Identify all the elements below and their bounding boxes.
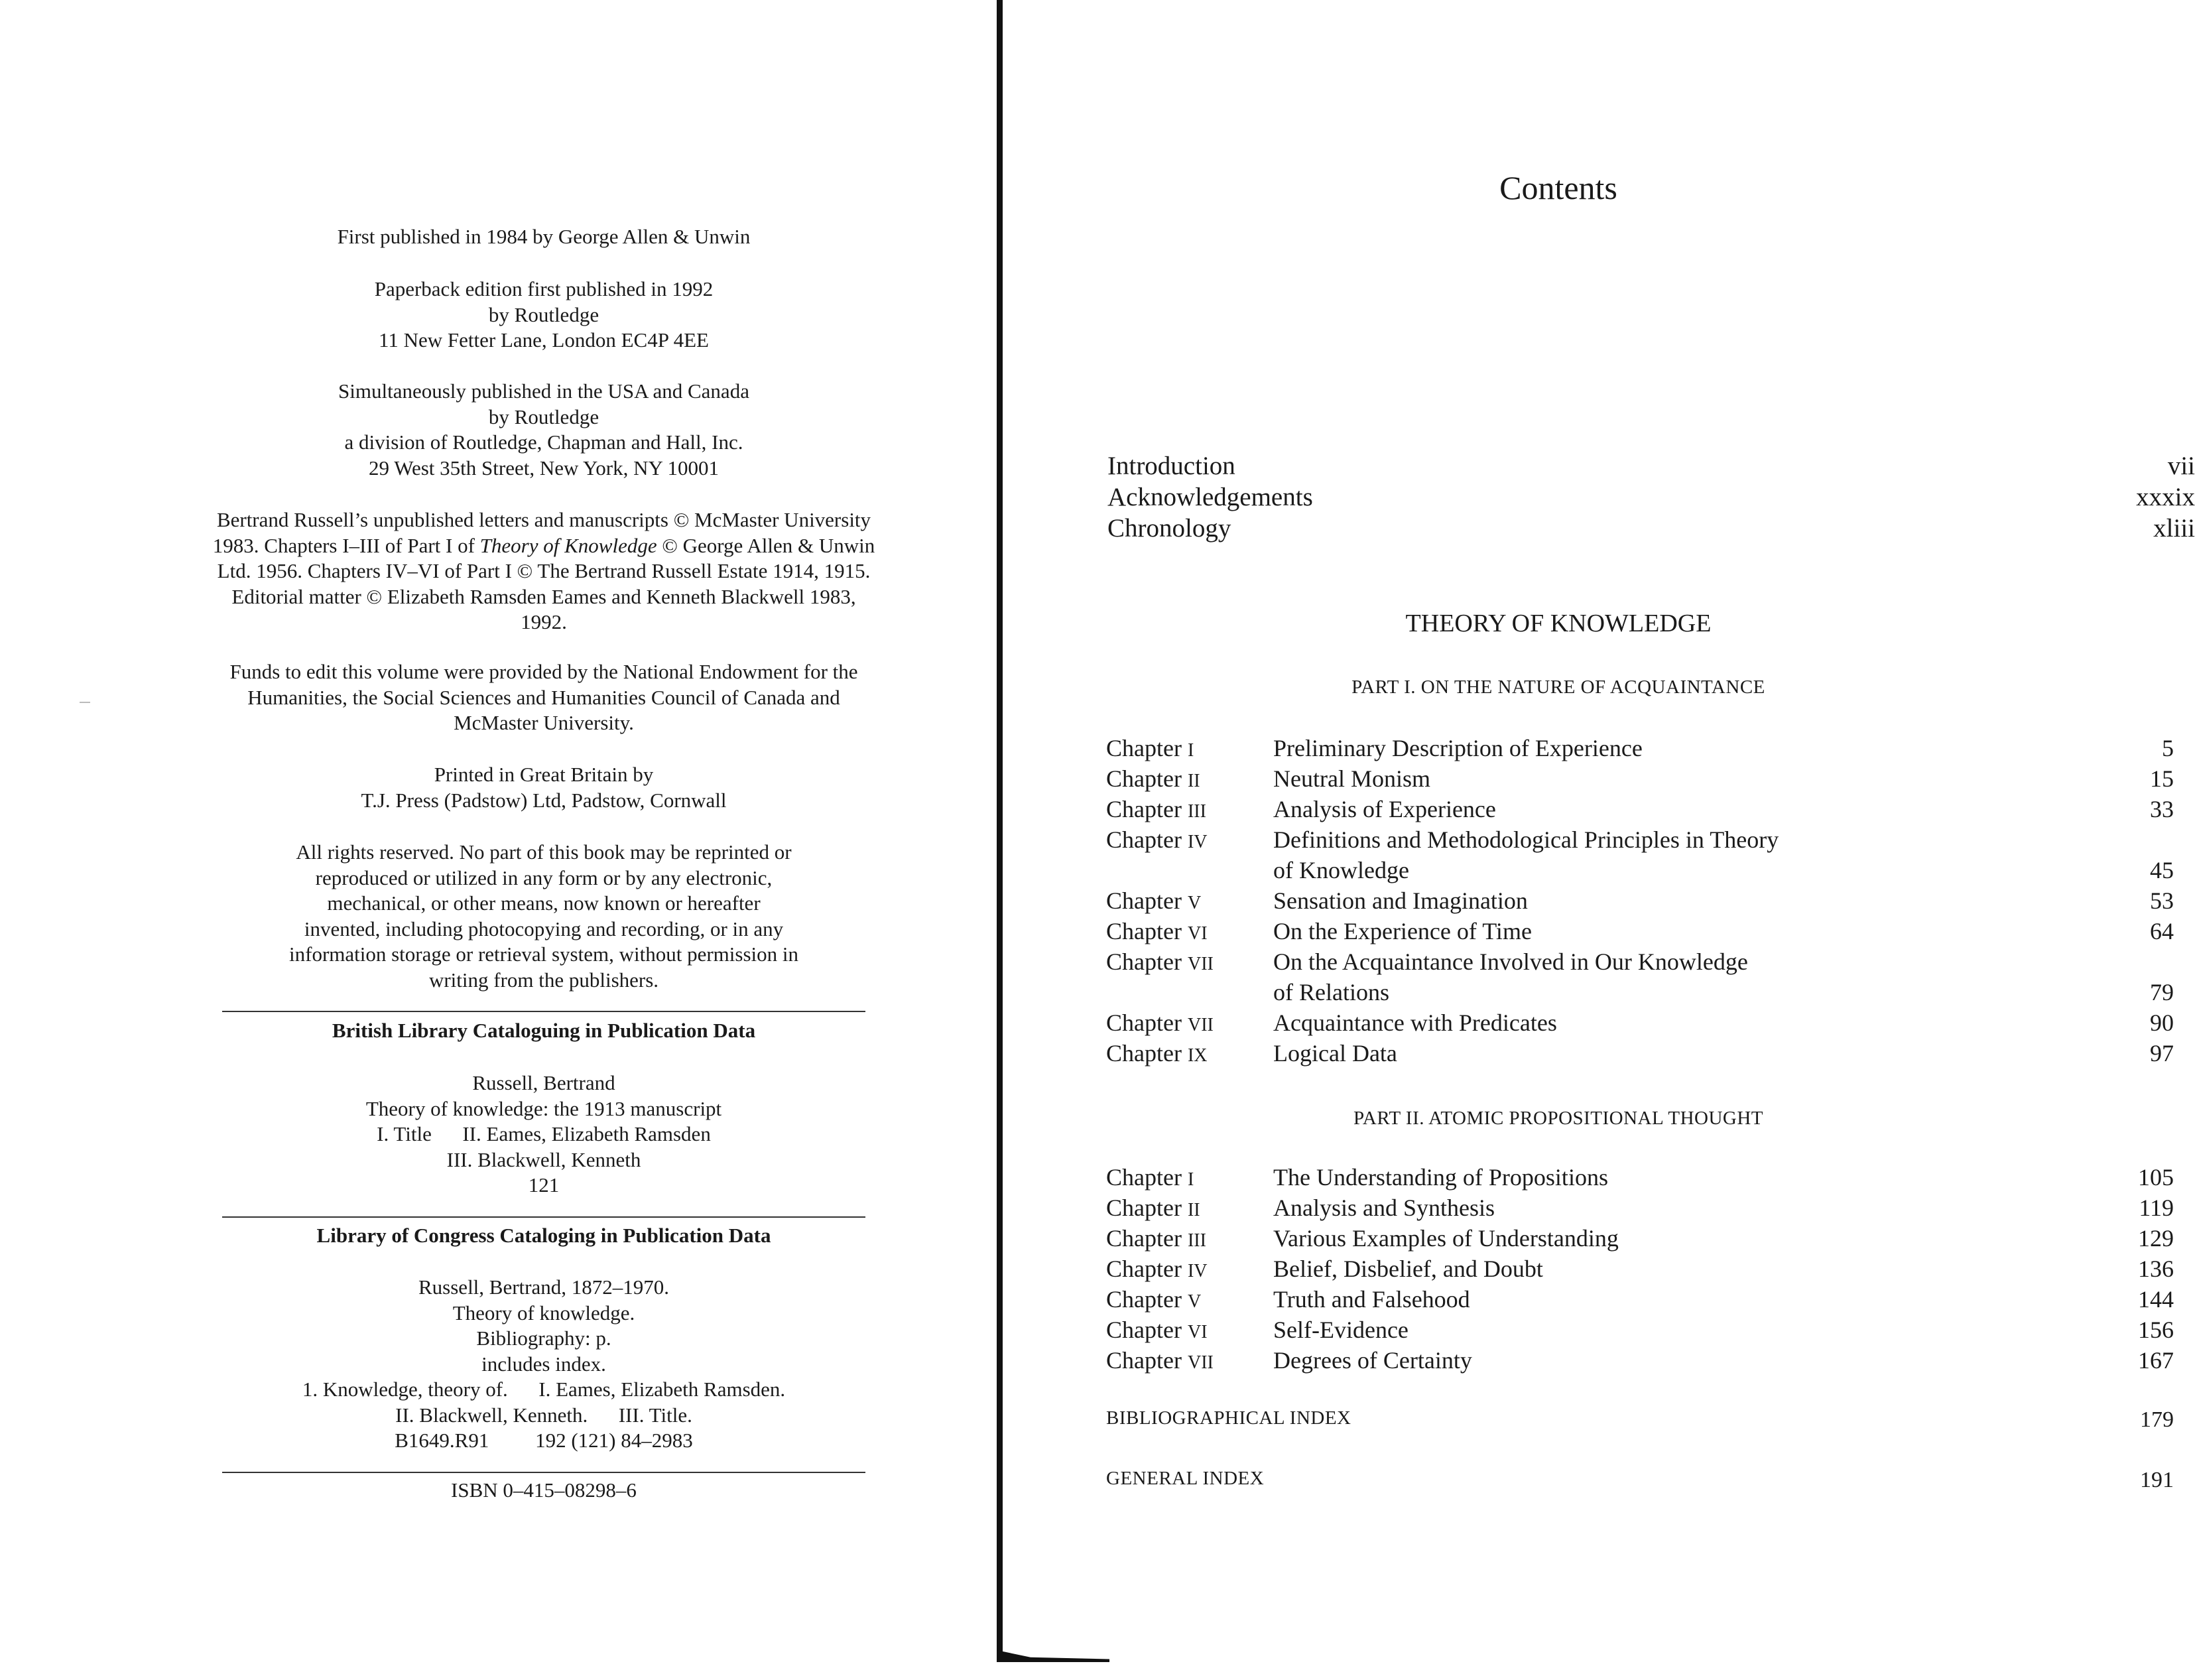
funding-line: Humanities, the Social Sciences and Humanities Council of Canada and	[247, 685, 840, 709]
chapter-number: V	[1187, 1291, 1202, 1312]
copyright-notice	[166, 507, 922, 635]
index-page: 179	[2140, 1407, 2174, 1432]
catalog-line: III. Blackwell, Kenneth	[446, 1147, 641, 1171]
chapter-title: Acquaintance with Predicates	[1273, 1009, 1557, 1036]
copyright-line: Ltd. 1956. Chapters IV–VI of Part I © The Bertrand Russell Estate 1914, 1915.	[217, 559, 871, 582]
catalog-line: Russell, Bertrand	[472, 1071, 615, 1094]
chapter-label	[1106, 794, 1206, 827]
chapter-page: 79	[2150, 979, 2174, 1005]
chapter-number: V	[1187, 893, 1202, 913]
first-published-line: First published in 1984 by George Allen & Unwin	[337, 225, 751, 248]
chapter-title: Truth and Falsehood	[1273, 1286, 1470, 1313]
catalog-line: II. Blackwell, Kenneth. III. Title.	[395, 1403, 692, 1427]
chapter-page: 156	[2138, 1317, 2174, 1343]
chapter-word: Chapter	[1106, 887, 1182, 914]
chapter-word: Chapter	[1106, 918, 1182, 944]
rights-notice	[166, 840, 922, 993]
usa-line: 29 West 35th Street, New York, NY 10001	[369, 456, 719, 480]
chapter-number: III	[1187, 1230, 1206, 1251]
first-published	[166, 224, 922, 250]
bl-cataloguing-heading	[166, 1018, 922, 1044]
paperback-line: by Routledge	[488, 302, 599, 326]
chapter-title: Analysis of Experience	[1273, 796, 1496, 822]
chapter-label	[1106, 1345, 1214, 1378]
paperback-line: 11 New Fetter Lane, London EC4P 4EE	[379, 328, 709, 352]
funding-notice	[166, 659, 922, 736]
catalog-line: Theory of knowledge.	[452, 1301, 635, 1325]
divider	[222, 1011, 865, 1012]
chapter-number: IX	[1187, 1045, 1208, 1066]
catalog-line: B1649.R91 192 (121) 84–2983	[395, 1429, 693, 1452]
rights-line: information storage or retrieval system, without permission in	[289, 942, 798, 966]
part-title: PART I. ON THE NATURE OF ACQUAINTANCE	[1351, 677, 1765, 698]
catalog-line: Russell, Bertrand, 1872–1970.	[418, 1275, 669, 1299]
chapter-page: 129	[2138, 1225, 2174, 1252]
rights-line: reproduced or utilized in any form or by any electronic,	[315, 866, 773, 889]
chapter-page: 136	[2138, 1256, 2174, 1282]
chapter-page: 105	[2138, 1164, 2174, 1191]
chapter-page: 53	[2150, 887, 2174, 914]
rights-line: All rights reserved. No part of this book may be reprinted or	[296, 840, 792, 864]
chapter-number: III	[1187, 801, 1206, 822]
chapter-title: Neutral Monism	[1273, 765, 1430, 792]
chapter-page: 144	[2138, 1286, 2174, 1313]
rights-line: writing from the publishers.	[428, 968, 659, 992]
chapter-number: II	[1187, 771, 1200, 791]
chapter-number: VII	[1187, 1352, 1214, 1373]
chapter-number: VI	[1187, 1322, 1208, 1342]
chapter-label	[1106, 885, 1201, 919]
chapter-number: VII	[1187, 1015, 1214, 1035]
chapter-label	[1106, 1254, 1208, 1287]
chapter-page: 64	[2150, 918, 2174, 944]
front-matter-label: Introduction	[1107, 452, 1235, 480]
chapter-word: Chapter	[1106, 1225, 1182, 1252]
chapter-word: Chapter	[1106, 1347, 1182, 1374]
chapter-label	[1106, 1038, 1208, 1071]
chapter-label	[1106, 1193, 1200, 1226]
chapter-label	[1106, 946, 1214, 980]
chapter-page: 45	[2150, 857, 2174, 883]
contents-title: Contents	[1499, 169, 1617, 206]
chapter-page: 167	[2138, 1347, 2174, 1374]
usa-line: by Routledge	[488, 405, 599, 428]
chapter-title: Degrees of Certainty	[1273, 1347, 1472, 1374]
divider	[222, 1216, 865, 1218]
paperback-edition	[166, 277, 922, 354]
chapter-title: On the Acquaintance Involved in Our Knowledge of Relations	[1273, 948, 1748, 1005]
chapter-word: Chapter	[1106, 1195, 1182, 1221]
chapter-label	[1106, 1315, 1208, 1348]
chapter-word: Chapter	[1106, 1317, 1182, 1343]
copyright-line: Editorial matter © Elizabeth Ramsden Eames and Kenneth Blackwell 1983,	[231, 584, 856, 608]
chapter-word: Chapter	[1106, 1256, 1182, 1282]
loc-cataloging-data	[166, 1275, 922, 1454]
isbn-text: ISBN 0–415–08298–6	[451, 1478, 637, 1502]
chapter-page: 97	[2150, 1040, 2174, 1066]
index-page: 191	[2140, 1468, 2174, 1492]
copyright-line: Bertrand Russell’s unpublished letters and manuscripts © McMaster University	[216, 508, 871, 531]
chapter-title: The Understanding of Propositions	[1273, 1164, 1608, 1191]
catalog-line: Bibliography: p.	[476, 1326, 611, 1350]
rights-line: invented, including photocopying and recording, or in any	[304, 917, 784, 940]
chapter-number: IV	[1187, 1261, 1208, 1281]
chapter-title: Analysis and Synthesis	[1273, 1195, 1495, 1221]
chapter-page: 5	[2162, 735, 2174, 761]
chapter-word: Chapter	[1106, 796, 1182, 822]
funding-line: Funds to edit this volume were provided by the National Endowment for the	[229, 660, 858, 683]
chapter-label	[1106, 916, 1208, 949]
bl-cataloguing-data	[166, 1070, 922, 1198]
chapter-number: VII	[1187, 954, 1214, 974]
heading-text: Library of Congress Cataloging in Publication Data	[316, 1224, 771, 1247]
chapter-number: II	[1187, 1200, 1200, 1220]
heading-text: British Library Cataloguing in Publication Data	[332, 1019, 756, 1042]
copyright-line: 1992.	[521, 610, 567, 633]
chapter-page: 15	[2150, 765, 2174, 792]
front-matter-page: xxxix	[2136, 483, 2195, 511]
printer-notice	[166, 762, 922, 813]
chapter-title: Belief, Disbelief, and Doubt	[1273, 1256, 1543, 1282]
chapter-word: Chapter	[1106, 1040, 1182, 1066]
catalog-line: 1. Knowledge, theory of. I. Eames, Elizabeth Ramsden.	[302, 1378, 786, 1401]
chapter-word: Chapter	[1106, 1164, 1182, 1191]
chapter-label	[1106, 1162, 1194, 1195]
rights-line: mechanical, or other means, now known or hereafter	[327, 891, 761, 915]
chapter-word: Chapter	[1106, 948, 1182, 975]
front-matter-label: Chronology	[1107, 514, 1231, 543]
chapter-label	[1106, 824, 1208, 858]
chapter-label	[1106, 1223, 1206, 1256]
catalog-line: 121	[528, 1173, 560, 1196]
contents-page	[1008, 0, 2195, 1680]
chapter-word: Chapter	[1106, 1009, 1182, 1036]
chapter-word: Chapter	[1106, 735, 1182, 761]
chapter-page: 90	[2150, 1009, 2174, 1036]
scan-mark	[80, 702, 90, 703]
front-matter-page: xliii	[2153, 514, 2195, 543]
usa-line: Simultaneously published in the USA and Canada	[338, 379, 749, 403]
chapter-word: Chapter	[1106, 826, 1182, 853]
chapter-title: Logical Data	[1273, 1040, 1397, 1066]
usa-publication	[166, 379, 922, 481]
chapter-page: 33	[2150, 796, 2174, 822]
copyright-page	[0, 0, 995, 1680]
index-label: GENERAL INDEX	[1106, 1468, 1265, 1489]
front-matter-page: vii	[2167, 452, 2195, 480]
chapter-number: I	[1187, 740, 1194, 761]
chapter-label	[1106, 763, 1200, 797]
book-title-italic: Theory of Knowledge	[479, 533, 657, 557]
index-label: BIBLIOGRAPHICAL INDEX	[1106, 1407, 1351, 1429]
chapter-title: Sensation and Imagination	[1273, 887, 1528, 914]
isbn	[166, 1478, 922, 1504]
chapter-number: I	[1187, 1169, 1194, 1190]
chapter-label	[1106, 733, 1194, 766]
chapter-word: Chapter	[1106, 765, 1182, 792]
usa-line: a division of Routledge, Chapman and Hall, Inc.	[344, 430, 743, 454]
chapter-number: VI	[1187, 923, 1208, 944]
part-title: PART II. ATOMIC PROPOSITIONAL THOUGHT	[1353, 1108, 1764, 1129]
chapter-title: On the Experience of Time	[1273, 918, 1532, 944]
copyright-text: 1983. Chapters I–III of Part I of	[212, 533, 480, 557]
chapter-label	[1106, 1284, 1201, 1317]
chapter-title: Self-Evidence	[1273, 1317, 1409, 1343]
funding-line: McMaster University.	[454, 711, 634, 734]
loc-cataloging-heading	[166, 1223, 922, 1249]
chapter-title: Various Examples of Understanding	[1273, 1225, 1619, 1252]
paperback-line: Paperback edition first published in 1992	[374, 277, 714, 300]
chapter-page: 119	[2139, 1195, 2174, 1221]
front-matter-label: Acknowledgements	[1107, 483, 1313, 511]
copyright-line	[166, 533, 922, 559]
chapter-number: IV	[1187, 832, 1208, 852]
catalog-line: Theory of knowledge: the 1913 manuscript	[365, 1096, 722, 1120]
chapter-title: Preliminary Description of Experience	[1273, 735, 1643, 761]
catalog-line: includes index.	[481, 1352, 606, 1376]
printer-line: Printed in Great Britain by	[434, 763, 654, 786]
chapter-word: Chapter	[1106, 1286, 1182, 1313]
catalog-line: I. Title II. Eames, Elizabeth Ramsden	[377, 1122, 711, 1145]
chapter-label	[1106, 1007, 1214, 1041]
divider	[222, 1472, 865, 1473]
book-spine-shadow	[997, 0, 1003, 1658]
copyright-text: © George Allen & Unwin	[657, 533, 875, 557]
section-title: THEORY OF KNOWLEDGE	[1405, 610, 1712, 637]
chapter-title: Definitions and Methodological Principles in Theory of Knowledge	[1273, 826, 1779, 883]
printer-line: T.J. Press (Padstow) Ltd, Padstow, Cornwall	[361, 788, 727, 812]
